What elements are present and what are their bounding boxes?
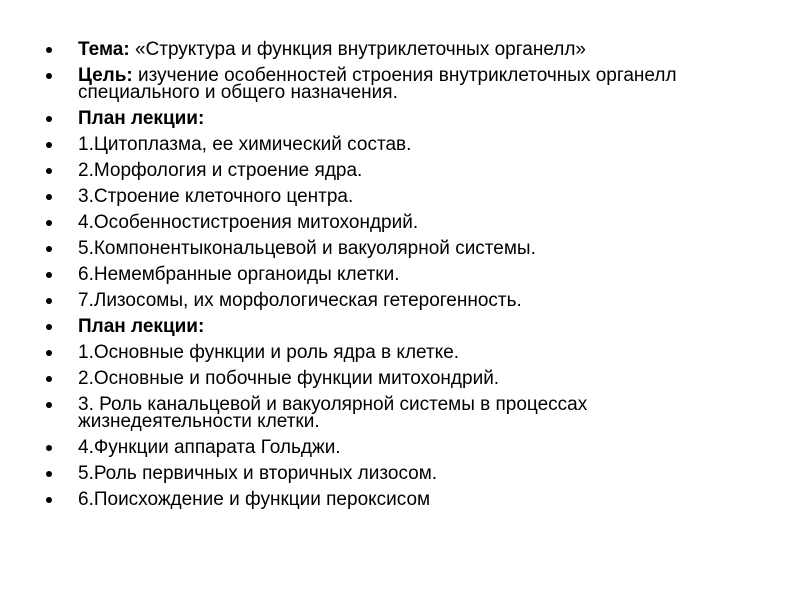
plan-heading-text: План лекции:: [78, 108, 205, 129]
bullet-icon: [46, 47, 52, 53]
bullet-icon: [46, 376, 52, 382]
list-item: [44, 370, 744, 387]
plan-heading-2: [44, 318, 744, 335]
list-item: [44, 396, 744, 430]
list-item: [44, 162, 744, 179]
goal-text: изучение особенностей строения внутриклеточных органелл специального и общего назначения.: [78, 65, 677, 103]
list-item-text: 3.Строение клеточного центра.: [78, 186, 354, 207]
bullet-icon: [46, 402, 52, 408]
goal-line: [44, 67, 744, 101]
plan-heading-text: План лекции:: [78, 316, 205, 337]
list-item: [44, 136, 744, 153]
list-item-text: 1.Основные функции и роль ядра в клетке.: [78, 342, 460, 363]
list-item-text: 5.Компонентыкональцевой и вакуолярной системы.: [78, 238, 536, 259]
goal-label: Цель:: [78, 65, 133, 86]
bullet-icon: [46, 142, 52, 148]
list-item: [44, 491, 744, 508]
list-item-text: 7.Лизосомы, их морфологическая гетерогенность.: [78, 290, 522, 311]
bullet-icon: [46, 350, 52, 356]
bullet-icon: [46, 116, 52, 122]
bullet-icon: [46, 471, 52, 477]
bullet-icon: [46, 445, 52, 451]
topic-line: [44, 41, 744, 58]
bullet-list: [44, 41, 744, 517]
list-item-text: 2.Основные и побочные функции митохондрий.: [78, 368, 500, 389]
list-item: [44, 188, 744, 205]
bullet-icon: [46, 220, 52, 226]
list-item: [44, 214, 744, 231]
bullet-icon: [46, 168, 52, 174]
topic-label: Тема:: [78, 39, 130, 60]
list-item-text: 4.Особенностистроения митохондрий.: [78, 212, 419, 233]
list-item: [44, 292, 744, 309]
list-item-text: 4.Функции аппарата Гольджи.: [78, 437, 341, 458]
bullet-icon: [46, 324, 52, 330]
list-item: [44, 240, 744, 257]
list-item-text: 3. Роль канальцевой и вакуолярной системы в процессах жизнедеятельности клетки.: [78, 394, 588, 432]
list-item: [44, 439, 744, 456]
bullet-icon: [46, 73, 52, 79]
list-item-text: 1.Цитоплазма, ее химический состав.: [78, 134, 412, 155]
bullet-icon: [46, 497, 52, 503]
list-item-text: 6.Немембранные органоиды клетки.: [78, 264, 400, 285]
bullet-icon: [46, 272, 52, 278]
list-item-text: 2.Морфология и строение ядра.: [78, 160, 363, 181]
topic-text: «Структура и функция внутриклеточных органелл»: [129, 39, 586, 60]
bullet-icon: [46, 194, 52, 200]
bullet-icon: [46, 298, 52, 304]
list-item-text: 5.Роль первичных и вторичных лизосом.: [78, 463, 438, 484]
list-item: [44, 344, 744, 361]
bullet-icon: [46, 246, 52, 252]
plan-heading-1: [44, 110, 744, 127]
list-item: [44, 266, 744, 283]
list-item-text: 6.Поисхождение и функции пероксисом: [78, 489, 431, 510]
list-item: [44, 465, 744, 482]
